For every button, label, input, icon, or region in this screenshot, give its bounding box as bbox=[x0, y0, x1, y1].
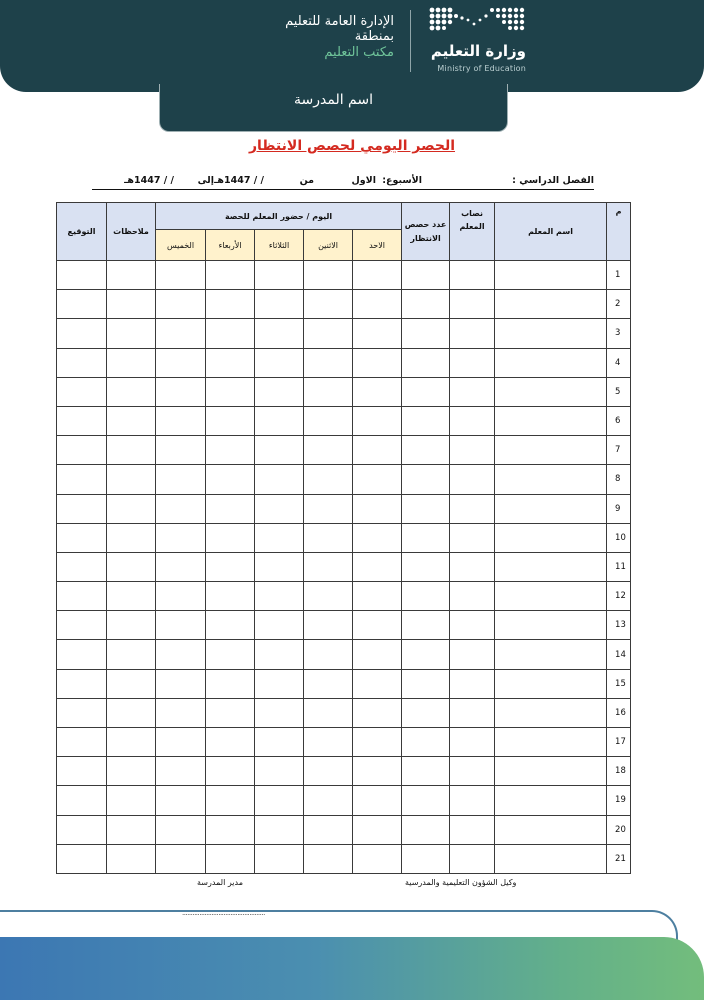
thursday-cell[interactable] bbox=[156, 465, 206, 494]
sunday-cell[interactable] bbox=[353, 436, 402, 465]
teacher-name-cell[interactable] bbox=[495, 844, 607, 873]
quota-cell[interactable] bbox=[450, 669, 495, 698]
tuesday-cell[interactable] bbox=[255, 611, 304, 640]
tuesday-cell[interactable] bbox=[255, 465, 304, 494]
thursday-cell[interactable] bbox=[156, 669, 206, 698]
teacher-name-cell[interactable] bbox=[495, 494, 607, 523]
teacher-name-cell[interactable] bbox=[495, 669, 607, 698]
monday-cell[interactable] bbox=[304, 728, 353, 757]
row-number: 21 bbox=[607, 844, 631, 873]
tuesday-cell[interactable] bbox=[255, 640, 304, 669]
col-day-group-header: اليوم / حضور المعلم للحصة bbox=[156, 203, 402, 230]
waiting-count-cell[interactable] bbox=[402, 290, 450, 319]
col-quota-header: نصاب المعلم bbox=[450, 203, 495, 261]
thursday-cell[interactable] bbox=[156, 728, 206, 757]
table-row bbox=[57, 582, 631, 611]
header-divider bbox=[410, 10, 411, 72]
tuesday-cell[interactable] bbox=[255, 523, 304, 552]
wednesday-cell[interactable] bbox=[206, 698, 255, 727]
teacher-name-cell[interactable] bbox=[495, 348, 607, 377]
thursday-cell[interactable] bbox=[156, 815, 206, 844]
row-number: 18 bbox=[607, 757, 631, 786]
row-number: 13 bbox=[607, 611, 631, 640]
wednesday-cell[interactable] bbox=[206, 261, 255, 290]
table-row bbox=[57, 319, 631, 348]
row-number: 5 bbox=[607, 377, 631, 406]
waiting-count-cell[interactable] bbox=[402, 669, 450, 698]
quota-cell[interactable] bbox=[450, 465, 495, 494]
wednesday-cell[interactable] bbox=[206, 757, 255, 786]
thursday-cell[interactable] bbox=[156, 261, 206, 290]
monday-cell[interactable] bbox=[304, 261, 353, 290]
teacher-name-cell[interactable] bbox=[495, 319, 607, 348]
signature-cell[interactable] bbox=[57, 698, 107, 727]
row-number: 20 bbox=[607, 815, 631, 844]
col-signature-header: التوقيع bbox=[57, 203, 107, 261]
row-number: 17 bbox=[607, 728, 631, 757]
day-header-wednesday: الأربعاء bbox=[206, 230, 255, 261]
teacher-name-cell[interactable] bbox=[495, 436, 607, 465]
row-number: 6 bbox=[607, 406, 631, 435]
tuesday-cell[interactable] bbox=[255, 406, 304, 435]
notes-cell[interactable] bbox=[107, 348, 156, 377]
tuesday-cell[interactable] bbox=[255, 319, 304, 348]
ministry-logo-dots-icon bbox=[428, 6, 526, 36]
wednesday-cell[interactable] bbox=[206, 552, 255, 581]
quota-cell[interactable] bbox=[450, 523, 495, 552]
wednesday-cell[interactable] bbox=[206, 465, 255, 494]
quota-cell[interactable] bbox=[450, 348, 495, 377]
row-number: 11 bbox=[607, 552, 631, 581]
wednesday-cell[interactable] bbox=[206, 290, 255, 319]
notes-cell[interactable] bbox=[107, 465, 156, 494]
row-number: 16 bbox=[607, 698, 631, 727]
quota-cell[interactable] bbox=[450, 406, 495, 435]
waiting-count-cell[interactable] bbox=[402, 319, 450, 348]
tuesday-cell[interactable] bbox=[255, 552, 304, 581]
notes-cell[interactable] bbox=[107, 611, 156, 640]
signature-cell[interactable] bbox=[57, 348, 107, 377]
signature-cell[interactable] bbox=[57, 290, 107, 319]
wednesday-cell[interactable] bbox=[206, 377, 255, 406]
tuesday-cell[interactable] bbox=[255, 377, 304, 406]
sunday-cell[interactable] bbox=[353, 757, 402, 786]
wednesday-cell[interactable] bbox=[206, 611, 255, 640]
row-number: 12 bbox=[607, 582, 631, 611]
semester-label: الفصل الدراسي : bbox=[512, 175, 594, 186]
sunday-cell[interactable] bbox=[353, 844, 402, 873]
table-row bbox=[57, 757, 631, 786]
notes-cell[interactable] bbox=[107, 319, 156, 348]
monday-cell[interactable] bbox=[304, 582, 353, 611]
table-body bbox=[57, 261, 631, 874]
quota-cell[interactable] bbox=[450, 319, 495, 348]
quota-cell[interactable] bbox=[450, 494, 495, 523]
signature-cell[interactable] bbox=[57, 377, 107, 406]
info-row bbox=[92, 172, 594, 190]
day-header-tuesday: الثلاثاء bbox=[255, 230, 304, 261]
waiting-count-cell[interactable] bbox=[402, 552, 450, 581]
signature-cell[interactable] bbox=[57, 844, 107, 873]
table-row bbox=[57, 611, 631, 640]
notes-cell[interactable] bbox=[107, 640, 156, 669]
notes-cell[interactable] bbox=[107, 786, 156, 815]
thursday-cell[interactable] bbox=[156, 611, 206, 640]
row-number: 15 bbox=[607, 669, 631, 698]
monday-cell[interactable] bbox=[304, 406, 353, 435]
teacher-name-cell[interactable] bbox=[495, 815, 607, 844]
wednesday-cell[interactable] bbox=[206, 582, 255, 611]
teacher-name-cell[interactable] bbox=[495, 406, 607, 435]
signature-cell[interactable] bbox=[57, 728, 107, 757]
waiting-count-cell[interactable] bbox=[402, 698, 450, 727]
wednesday-cell[interactable] bbox=[206, 406, 255, 435]
table-row bbox=[57, 290, 631, 319]
waiting-count-cell[interactable] bbox=[402, 406, 450, 435]
sunday-cell[interactable] bbox=[353, 728, 402, 757]
signature-cell[interactable] bbox=[57, 319, 107, 348]
tuesday-cell[interactable] bbox=[255, 582, 304, 611]
teacher-name-cell[interactable] bbox=[495, 552, 607, 581]
tuesday-cell[interactable] bbox=[255, 728, 304, 757]
notes-cell[interactable] bbox=[107, 669, 156, 698]
teacher-name-cell[interactable] bbox=[495, 523, 607, 552]
wednesday-cell[interactable] bbox=[206, 494, 255, 523]
thursday-cell[interactable] bbox=[156, 436, 206, 465]
wednesday-cell[interactable] bbox=[206, 844, 255, 873]
thursday-cell[interactable] bbox=[156, 348, 206, 377]
signature-cell[interactable] bbox=[57, 523, 107, 552]
monday-cell[interactable] bbox=[304, 319, 353, 348]
quota-cell[interactable] bbox=[450, 261, 495, 290]
sunday-cell[interactable] bbox=[353, 523, 402, 552]
monday-cell[interactable] bbox=[304, 786, 353, 815]
notes-cell[interactable] bbox=[107, 552, 156, 581]
waiting-count-cell[interactable] bbox=[402, 844, 450, 873]
monday-cell[interactable] bbox=[304, 757, 353, 786]
row-number: 9 bbox=[607, 494, 631, 523]
tuesday-cell[interactable] bbox=[255, 494, 304, 523]
quota-cell[interactable] bbox=[450, 582, 495, 611]
document-title: الحصر اليومي لحصص الانتظار bbox=[248, 138, 456, 154]
monday-cell[interactable] bbox=[304, 698, 353, 727]
wednesday-cell[interactable] bbox=[206, 669, 255, 698]
notes-cell[interactable] bbox=[107, 757, 156, 786]
teacher-name-cell[interactable] bbox=[495, 377, 607, 406]
quota-cell[interactable] bbox=[450, 728, 495, 757]
tuesday-cell[interactable] bbox=[255, 348, 304, 377]
waiting-count-cell[interactable] bbox=[402, 261, 450, 290]
tuesday-cell[interactable] bbox=[255, 436, 304, 465]
table-row bbox=[57, 552, 631, 581]
sunday-cell[interactable] bbox=[353, 786, 402, 815]
waiting-count-cell[interactable] bbox=[402, 436, 450, 465]
to-label: إلى bbox=[197, 175, 214, 186]
monday-cell[interactable] bbox=[304, 377, 353, 406]
thursday-cell[interactable] bbox=[156, 844, 206, 873]
row-number: 3 bbox=[607, 319, 631, 348]
principal-signature-label: مدير المدرسة bbox=[197, 878, 244, 887]
signature-dotted-line: ................................................ bbox=[182, 909, 265, 917]
quota-cell[interactable] bbox=[450, 844, 495, 873]
quota-cell[interactable] bbox=[450, 552, 495, 581]
signature-cell[interactable] bbox=[57, 757, 107, 786]
monday-cell[interactable] bbox=[304, 494, 353, 523]
thursday-cell[interactable] bbox=[156, 494, 206, 523]
thursday-cell[interactable] bbox=[156, 582, 206, 611]
signature-cell[interactable] bbox=[57, 669, 107, 698]
waiting-count-cell[interactable] bbox=[402, 348, 450, 377]
teacher-name-cell[interactable] bbox=[495, 786, 607, 815]
tuesday-cell[interactable] bbox=[255, 786, 304, 815]
tuesday-cell[interactable] bbox=[255, 698, 304, 727]
table-row bbox=[57, 815, 631, 844]
wednesday-cell[interactable] bbox=[206, 786, 255, 815]
signature-cell[interactable] bbox=[57, 406, 107, 435]
sunday-cell[interactable] bbox=[353, 319, 402, 348]
teacher-name-cell[interactable] bbox=[495, 611, 607, 640]
thursday-cell[interactable] bbox=[156, 377, 206, 406]
teacher-name-cell[interactable] bbox=[495, 290, 607, 319]
waiting-count-cell[interactable] bbox=[402, 757, 450, 786]
waiting-count-cell[interactable] bbox=[402, 815, 450, 844]
row-number: 14 bbox=[607, 640, 631, 669]
signature-cell[interactable] bbox=[57, 552, 107, 581]
day-header-monday: الاثنين bbox=[304, 230, 353, 261]
thursday-cell[interactable] bbox=[156, 640, 206, 669]
ministry-name-ar: وزارة التعليم bbox=[430, 42, 526, 60]
signature-cell[interactable] bbox=[57, 640, 107, 669]
admin-block bbox=[285, 14, 394, 61]
table-row bbox=[57, 465, 631, 494]
signature-cell[interactable] bbox=[57, 465, 107, 494]
signature-cell[interactable] bbox=[57, 611, 107, 640]
monday-cell[interactable] bbox=[304, 815, 353, 844]
sunday-cell[interactable] bbox=[353, 582, 402, 611]
col-notes-header: ملاحظات bbox=[107, 203, 156, 261]
signature-cell[interactable] bbox=[57, 582, 107, 611]
row-number: 2 bbox=[607, 290, 631, 319]
admin-line-general: الإدارة العامة للتعليم bbox=[285, 14, 394, 29]
wednesday-cell[interactable] bbox=[206, 815, 255, 844]
monday-cell[interactable] bbox=[304, 640, 353, 669]
waiting-count-cell[interactable] bbox=[402, 377, 450, 406]
notes-cell[interactable] bbox=[107, 815, 156, 844]
quota-cell[interactable] bbox=[450, 757, 495, 786]
monday-cell[interactable] bbox=[304, 348, 353, 377]
date-to: / / 1447هـ bbox=[124, 175, 174, 186]
sunday-cell[interactable] bbox=[353, 261, 402, 290]
quota-cell[interactable] bbox=[450, 436, 495, 465]
tuesday-cell[interactable] bbox=[255, 815, 304, 844]
teacher-name-cell[interactable] bbox=[495, 640, 607, 669]
week-value: الاول bbox=[351, 175, 376, 186]
sunday-cell[interactable] bbox=[353, 290, 402, 319]
thursday-cell[interactable] bbox=[156, 757, 206, 786]
teacher-name-cell[interactable] bbox=[495, 728, 607, 757]
wednesday-cell[interactable] bbox=[206, 728, 255, 757]
notes-cell[interactable] bbox=[107, 377, 156, 406]
notes-cell[interactable] bbox=[107, 523, 156, 552]
table-row bbox=[57, 261, 631, 290]
admin-line-region: بمنطقة bbox=[354, 29, 394, 44]
monday-cell[interactable] bbox=[304, 523, 353, 552]
thursday-cell[interactable] bbox=[156, 319, 206, 348]
notes-cell[interactable] bbox=[107, 261, 156, 290]
table-row bbox=[57, 436, 631, 465]
sunday-cell[interactable] bbox=[353, 611, 402, 640]
row-number: 4 bbox=[607, 348, 631, 377]
table-row bbox=[57, 523, 631, 552]
wednesday-cell[interactable] bbox=[206, 523, 255, 552]
school-name-label: اسم المدرسة bbox=[294, 92, 373, 108]
ministry-name-en: Ministry of Education bbox=[437, 64, 526, 73]
quota-cell[interactable] bbox=[450, 640, 495, 669]
quota-cell[interactable] bbox=[450, 377, 495, 406]
sunday-cell[interactable] bbox=[353, 698, 402, 727]
waiting-count-cell[interactable] bbox=[402, 640, 450, 669]
sunday-cell[interactable] bbox=[353, 348, 402, 377]
waiting-count-cell[interactable] bbox=[402, 728, 450, 757]
thursday-cell[interactable] bbox=[156, 523, 206, 552]
monday-cell[interactable] bbox=[304, 290, 353, 319]
thursday-cell[interactable] bbox=[156, 786, 206, 815]
notes-cell[interactable] bbox=[107, 436, 156, 465]
day-header-thursday: الخميس bbox=[156, 230, 206, 261]
header-band bbox=[0, 0, 704, 92]
row-number: 1 bbox=[607, 261, 631, 290]
week-label: الأسبوع: bbox=[382, 175, 422, 186]
attendance-table bbox=[56, 202, 631, 874]
table-row bbox=[57, 669, 631, 698]
thursday-cell[interactable] bbox=[156, 698, 206, 727]
table-row bbox=[57, 406, 631, 435]
table-row bbox=[57, 728, 631, 757]
waiting-count-cell[interactable] bbox=[402, 786, 450, 815]
monday-cell[interactable] bbox=[304, 844, 353, 873]
footer-band bbox=[0, 937, 704, 1000]
tuesday-cell[interactable] bbox=[255, 757, 304, 786]
teacher-name-cell[interactable] bbox=[495, 261, 607, 290]
thursday-cell[interactable] bbox=[156, 290, 206, 319]
signature-cell[interactable] bbox=[57, 786, 107, 815]
quota-cell[interactable] bbox=[450, 290, 495, 319]
table-row bbox=[57, 698, 631, 727]
tuesday-cell[interactable] bbox=[255, 290, 304, 319]
row-number: 10 bbox=[607, 523, 631, 552]
quota-cell[interactable] bbox=[450, 698, 495, 727]
table-row bbox=[57, 348, 631, 377]
from-label: من bbox=[299, 175, 314, 186]
waiting-count-cell[interactable] bbox=[402, 494, 450, 523]
waiting-count-cell[interactable] bbox=[402, 465, 450, 494]
quota-cell[interactable] bbox=[450, 786, 495, 815]
table-row bbox=[57, 844, 631, 873]
table-row bbox=[57, 377, 631, 406]
tuesday-cell[interactable] bbox=[255, 261, 304, 290]
row-number: 7 bbox=[607, 436, 631, 465]
teacher-name-cell[interactable] bbox=[495, 582, 607, 611]
teacher-name-cell[interactable] bbox=[495, 757, 607, 786]
school-name-box bbox=[159, 84, 508, 132]
teacher-name-cell[interactable] bbox=[495, 698, 607, 727]
wednesday-cell[interactable] bbox=[206, 640, 255, 669]
quota-cell[interactable] bbox=[450, 815, 495, 844]
signature-cell[interactable] bbox=[57, 436, 107, 465]
sunday-cell[interactable] bbox=[353, 815, 402, 844]
admin-line-office: مكتب التعليم bbox=[324, 45, 394, 60]
signature-cell[interactable] bbox=[57, 815, 107, 844]
sunday-cell[interactable] bbox=[353, 669, 402, 698]
row-number: 19 bbox=[607, 786, 631, 815]
monday-cell[interactable] bbox=[304, 611, 353, 640]
quota-cell[interactable] bbox=[450, 611, 495, 640]
row-number: 8 bbox=[607, 465, 631, 494]
sunday-cell[interactable] bbox=[353, 552, 402, 581]
tuesday-cell[interactable] bbox=[255, 669, 304, 698]
thursday-cell[interactable] bbox=[156, 406, 206, 435]
col-waiting-count-header: عدد حصص الانتظار bbox=[402, 203, 450, 261]
deputy-signature-label: وكيل الشؤون التعليمية والمدرسية bbox=[405, 878, 517, 887]
sunday-cell[interactable] bbox=[353, 406, 402, 435]
notes-cell[interactable] bbox=[107, 844, 156, 873]
waiting-count-cell[interactable] bbox=[402, 582, 450, 611]
monday-cell[interactable] bbox=[304, 669, 353, 698]
day-header-sunday: الاحد bbox=[353, 230, 402, 261]
wednesday-cell[interactable] bbox=[206, 348, 255, 377]
notes-cell[interactable] bbox=[107, 406, 156, 435]
sunday-cell[interactable] bbox=[353, 494, 402, 523]
date-from: / / 1447هـ bbox=[214, 175, 264, 186]
tuesday-cell[interactable] bbox=[255, 844, 304, 873]
ministry-logo bbox=[426, 6, 526, 76]
col-teacher-name-header: اسم المعلم bbox=[495, 203, 607, 261]
table-row bbox=[57, 494, 631, 523]
thursday-cell[interactable] bbox=[156, 552, 206, 581]
monday-cell[interactable] bbox=[304, 552, 353, 581]
monday-cell[interactable] bbox=[304, 436, 353, 465]
teacher-name-cell[interactable] bbox=[495, 465, 607, 494]
col-number-header: م bbox=[607, 203, 631, 261]
waiting-count-cell[interactable] bbox=[402, 523, 450, 552]
notes-cell[interactable] bbox=[107, 728, 156, 757]
sunday-cell[interactable] bbox=[353, 377, 402, 406]
notes-cell[interactable] bbox=[107, 698, 156, 727]
notes-cell[interactable] bbox=[107, 582, 156, 611]
wednesday-cell[interactable] bbox=[206, 436, 255, 465]
notes-cell[interactable] bbox=[107, 290, 156, 319]
signature-cell[interactable] bbox=[57, 261, 107, 290]
signature-cell[interactable] bbox=[57, 494, 107, 523]
notes-cell[interactable] bbox=[107, 494, 156, 523]
table-row bbox=[57, 640, 631, 669]
sunday-cell[interactable] bbox=[353, 640, 402, 669]
monday-cell[interactable] bbox=[304, 465, 353, 494]
wednesday-cell[interactable] bbox=[206, 319, 255, 348]
sunday-cell[interactable] bbox=[353, 465, 402, 494]
table-row bbox=[57, 786, 631, 815]
waiting-count-cell[interactable] bbox=[402, 611, 450, 640]
